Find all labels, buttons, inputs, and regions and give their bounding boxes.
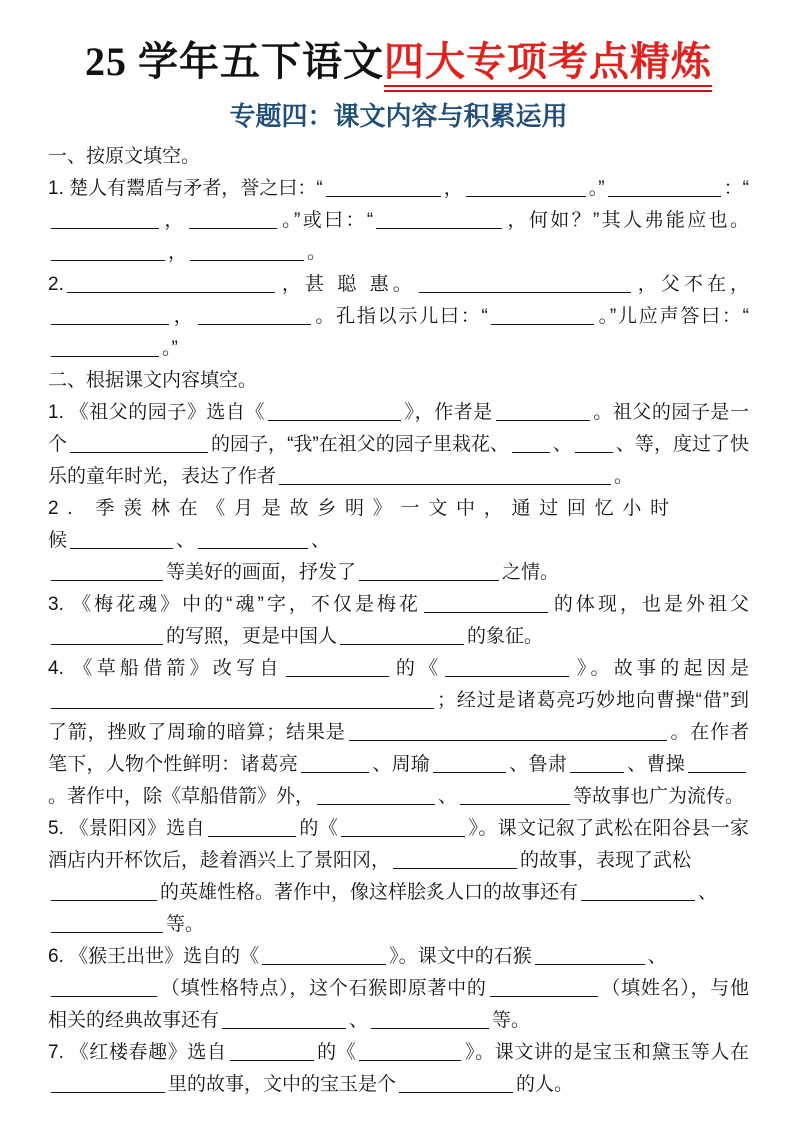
fill-blank <box>608 177 721 197</box>
question-text: 的故事，表现了武松 <box>520 850 692 871</box>
fill-blank <box>393 849 517 869</box>
question-text: 等美好的画面，抒发了 <box>166 562 357 583</box>
question-item <box>48 173 749 269</box>
question-item <box>48 589 749 653</box>
question-item <box>48 941 749 1037</box>
question-text: 。” <box>162 338 178 359</box>
question-text: 7. 《红楼春趣》选自 <box>48 1042 227 1063</box>
question-text: ，父不在， <box>633 274 749 295</box>
fill-blank <box>51 689 434 709</box>
question-item <box>48 397 749 493</box>
question-text: 的《 <box>316 1042 357 1063</box>
question-text: （填姓名），与他相关的经典故事还有 <box>48 978 749 1031</box>
page-subtitle: 专题四：课文内容与积累运用 <box>229 101 568 131</box>
question-text: 。祖父的园子是一个 <box>48 402 749 455</box>
question-item <box>48 813 749 941</box>
fill-blank <box>349 721 667 741</box>
question-text: 候 <box>48 530 68 551</box>
fill-blank <box>222 1009 346 1029</box>
fill-blank <box>198 529 308 549</box>
question-item <box>48 653 749 813</box>
fill-blank <box>230 1041 314 1061</box>
fill-blank <box>535 945 645 965</box>
fill-blank <box>376 209 502 229</box>
question-text: 。”儿应声答曰：“ <box>596 306 750 327</box>
fill-blank <box>326 177 441 197</box>
question-text: 的写照，更是中国人 <box>166 626 338 647</box>
fill-blank <box>51 337 159 357</box>
question-text: 》。课文讲的是宝玉和黛玉等人在 <box>464 1042 749 1063</box>
fill-blank <box>399 1073 513 1093</box>
fill-blank <box>198 305 311 325</box>
question-text: 。在作者笔下，人物个性鲜明：诸葛亮 <box>48 722 749 775</box>
fill-blank <box>460 785 570 805</box>
fill-blank <box>466 177 586 197</box>
question-text: ， <box>172 306 195 327</box>
question-text: ， <box>443 178 463 199</box>
question-text: 》。故事的起因是 <box>572 658 749 679</box>
question-text: 4. 《草船借箭》改写自 <box>48 658 283 679</box>
question-text: 、等，度过了快乐的童年时光，表达了作者 <box>48 434 749 487</box>
question-text: 3. 《梅花魂》中的“魂”字，不仅是梅花 <box>48 594 421 615</box>
fill-blank <box>340 625 464 645</box>
fill-blank <box>433 753 506 773</box>
title-black-part: 25 学年五下语文 <box>85 39 384 84</box>
question-text: 。著作中，除《草船借箭》外， <box>48 786 315 807</box>
question-text: 的《 <box>391 658 443 679</box>
question-text: 。” <box>588 178 605 199</box>
fill-blank <box>317 785 435 805</box>
fill-blank <box>301 753 369 773</box>
question-text: 》。课文记叙了武松在阳谷县一家酒店内开杯饮后，趁着酒兴上了景阳冈， <box>48 818 749 871</box>
fill-blank <box>51 977 157 997</box>
question-text: 、 <box>698 882 718 903</box>
fill-blank <box>581 881 695 901</box>
fill-blank <box>262 945 386 965</box>
question-text: 》，作者是 <box>404 402 493 423</box>
fill-blank <box>424 593 548 613</box>
question-text: 等。 <box>166 914 205 935</box>
fill-blank <box>512 433 550 453</box>
question-text: 之情。 <box>502 562 560 583</box>
question-text: 的体现，也是外祖父 <box>550 594 749 615</box>
question-text: ，何如？”其人弗能应也。 <box>505 210 749 231</box>
fill-blank <box>359 1041 461 1061</box>
question-text: 等故事也广为流传。 <box>573 786 745 807</box>
question-text: （填性格特点），这个石猴即原著中的 <box>160 978 487 999</box>
fill-blank <box>70 529 173 549</box>
question-text: ， <box>168 242 188 263</box>
fill-blank <box>445 657 569 677</box>
fill-blank <box>190 241 304 261</box>
question-text: 。 <box>614 466 634 487</box>
question-text: 的象征。 <box>467 626 544 647</box>
fill-blank <box>51 913 163 933</box>
question-text: 、 <box>552 434 572 455</box>
fill-blank <box>359 561 499 581</box>
question-text: 1. 《祖父的园子》选自《 <box>48 402 265 423</box>
question-text: 。孔指以示儿曰：“ <box>313 306 488 327</box>
question-text: 的人。 <box>516 1074 574 1095</box>
question-item <box>48 269 749 365</box>
fill-blank <box>51 241 165 261</box>
question-text: 2. <box>48 274 64 295</box>
question-text: 。”或曰：“ <box>279 210 374 231</box>
fill-blank <box>51 305 169 325</box>
question-text: 、 <box>311 530 331 551</box>
question-text: 的《 <box>299 818 339 839</box>
question-item <box>48 493 749 589</box>
question-text: 、曹操 <box>627 754 685 775</box>
section-heading-1: 一、按原文填空。 <box>48 146 201 167</box>
question-text: 里的故事，文中的宝玉是个 <box>168 1074 397 1095</box>
fill-blank <box>496 401 590 421</box>
fill-blank <box>491 305 594 325</box>
question-text: 》。课文中的石猴 <box>389 946 532 967</box>
worksheet-body <box>48 141 749 1101</box>
fill-blank <box>70 433 208 453</box>
question-text: 的英雄性格。著作中，像这样脍炙人口的故事还有 <box>160 882 579 903</box>
question-text: 5. 《景阳冈》选自 <box>48 818 205 839</box>
fill-blank <box>51 625 163 645</box>
fill-blank <box>51 881 157 901</box>
fill-blank <box>688 753 746 773</box>
fill-blank <box>51 209 159 229</box>
question-item <box>48 1037 749 1101</box>
fill-blank <box>67 273 275 293</box>
section-heading-2: 二、根据课文内容填空。 <box>48 370 258 391</box>
question-text: 、 <box>647 946 667 967</box>
fill-blank <box>371 1009 489 1029</box>
fill-blank <box>51 561 163 581</box>
question-text: 等。 <box>492 1010 531 1031</box>
fill-blank <box>286 657 389 677</box>
question-text: 、 <box>349 1010 369 1031</box>
question-text: ：“ <box>723 178 750 199</box>
fill-blank <box>570 753 624 773</box>
fill-blank <box>268 401 401 421</box>
question-text: 6. 《猴王出世》选自的《 <box>48 946 260 967</box>
fill-blank <box>208 817 296 837</box>
fill-blank <box>279 465 611 485</box>
question-text: 、周瑜 <box>372 754 431 775</box>
question-text: 、 <box>176 530 196 551</box>
question-text: 、 <box>438 786 458 807</box>
fill-blank <box>51 1073 165 1093</box>
question-text: 1. 楚人有鬻盾与矛者，誉之曰：“ <box>48 178 323 199</box>
question-text: 。 <box>307 242 327 263</box>
fill-blank <box>189 209 277 229</box>
title-red-part: 四大专项考点精炼 <box>384 40 712 92</box>
question-text: 、鲁肃 <box>509 754 567 775</box>
fill-blank <box>341 817 465 837</box>
question-text: 2. 季羡林在《月是故乡明》一文中，通过回忆小时 <box>48 498 678 519</box>
page-title <box>48 38 749 86</box>
fill-blank <box>419 273 631 293</box>
question-text: ，甚 聪 惠。 <box>277 274 416 295</box>
question-text: 的园子，“我”在祖父的园子里栽花、 <box>211 434 509 455</box>
fill-blank <box>490 977 598 997</box>
question-text: ， <box>162 210 186 231</box>
question-text: ；经过是诸葛亮巧妙地向曹操“借”到了箭，挫败了周瑜的暗算；结果是 <box>48 690 749 743</box>
fill-blank <box>575 433 613 453</box>
